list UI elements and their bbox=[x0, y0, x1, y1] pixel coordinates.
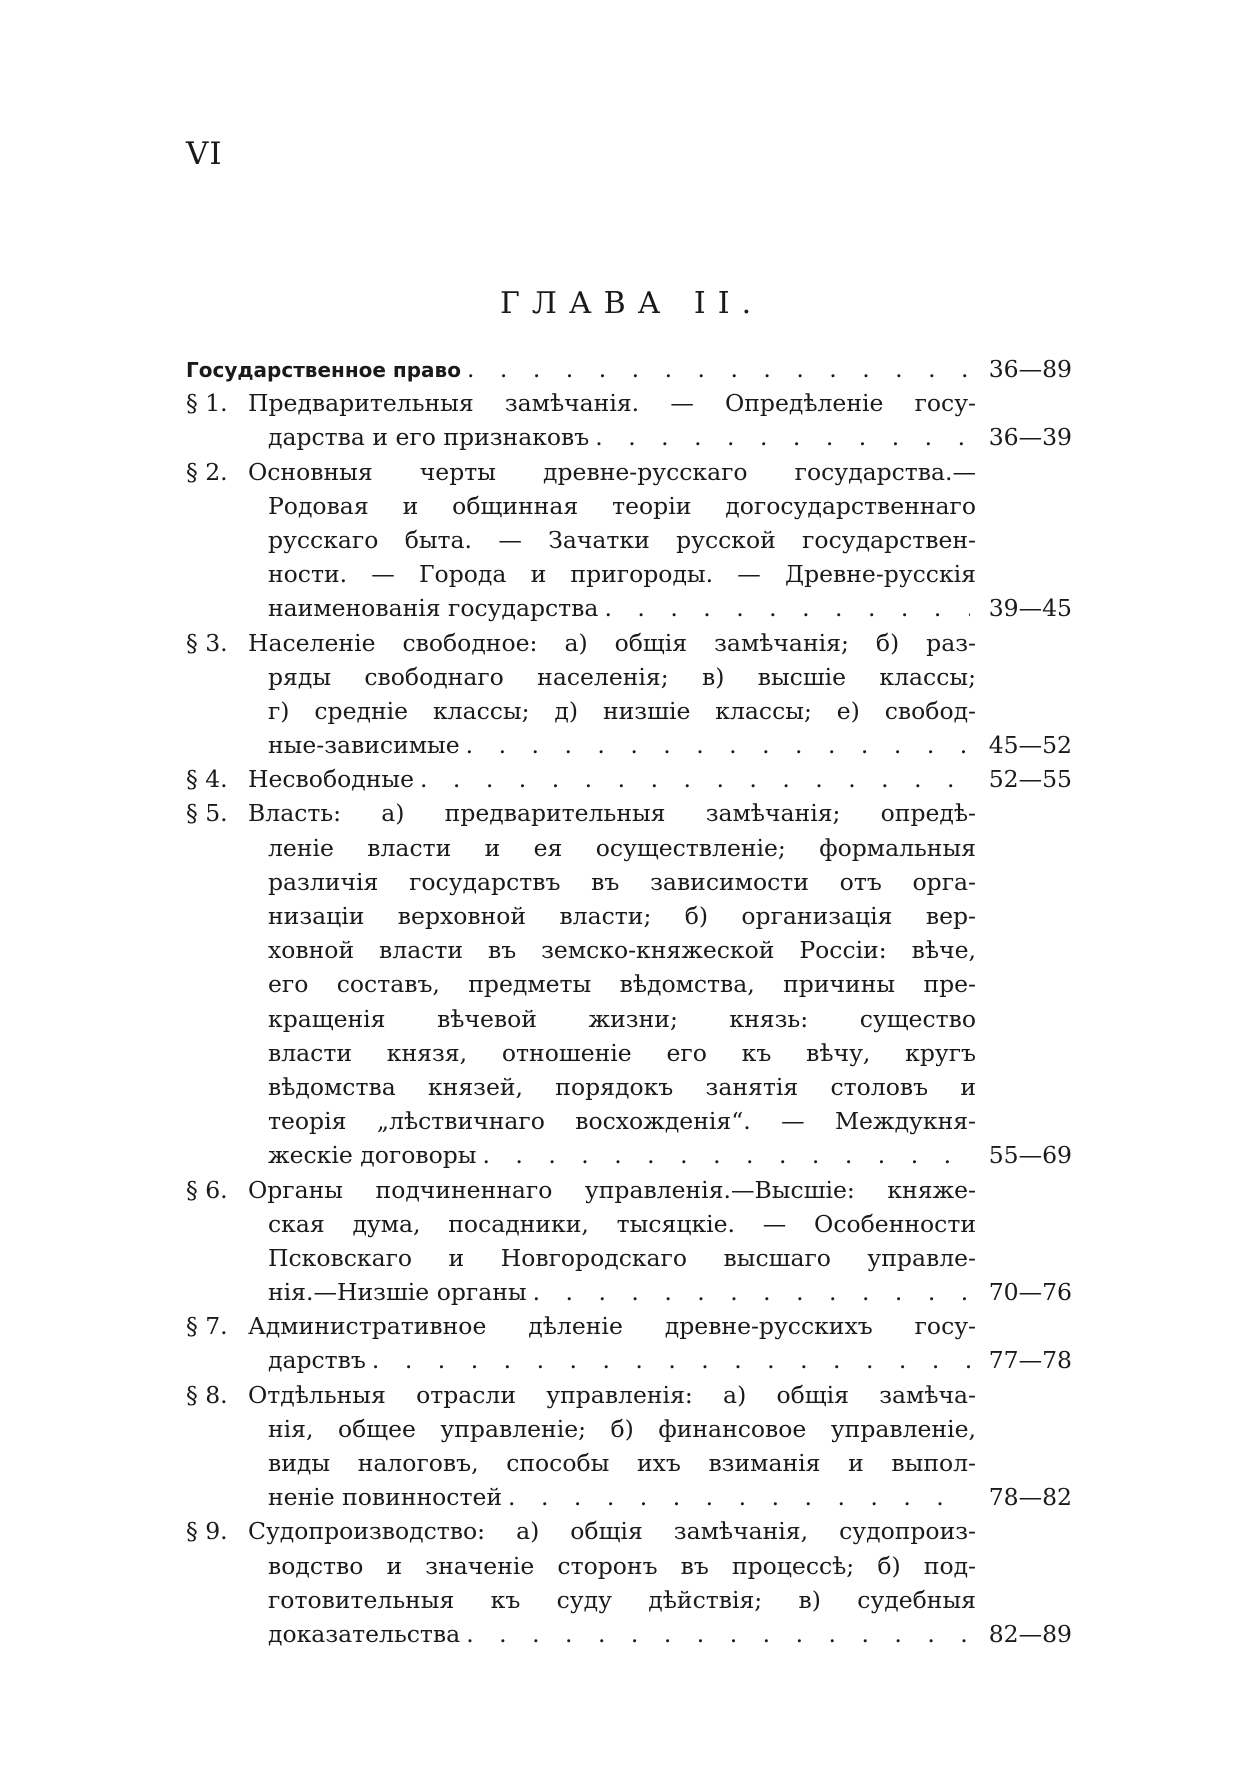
toc-text: дарствъ bbox=[268, 1346, 366, 1375]
toc-text: Отдѣльныя отрасли управленія: а) общія замѣча- bbox=[248, 1380, 976, 1409]
toc-line bbox=[186, 967, 1072, 1001]
toc-text: низаціи верховной власти; б) организація вер- bbox=[268, 902, 976, 930]
toc-paragraph-number: § 5. bbox=[186, 799, 228, 828]
toc-line bbox=[186, 762, 1072, 796]
toc-text: теорія „лѣствичнаго восхожденія“. — Междукня- bbox=[268, 1107, 976, 1136]
toc-line bbox=[186, 1070, 1072, 1104]
toc-pages: 39—45 bbox=[988, 594, 1072, 623]
toc-text: его составъ, предметы вѣдомства, причины пре- bbox=[268, 970, 976, 999]
toc-pages: 70—76 bbox=[988, 1278, 1072, 1307]
toc-text: г) средніе классы; д) низшіе классы; е) свобод- bbox=[268, 696, 976, 725]
toc-line bbox=[186, 1549, 1072, 1583]
toc-text: ные-зависимые bbox=[268, 731, 460, 760]
toc-line bbox=[186, 1343, 1072, 1377]
toc-line bbox=[186, 933, 1072, 967]
toc-line bbox=[186, 1241, 1072, 1275]
toc-line bbox=[186, 1173, 1072, 1207]
dot-leader bbox=[420, 762, 970, 796]
toc-text: Населеніе свободное: а) общія замѣчанія; б) раз- bbox=[248, 628, 976, 657]
toc-line bbox=[186, 1138, 1072, 1172]
toc-pages: 45—52 bbox=[988, 731, 1072, 760]
toc-line bbox=[186, 489, 1072, 523]
toc-text: нія, общее управленіе; б) финансовое управленіе, bbox=[268, 1414, 976, 1443]
toc-line bbox=[186, 557, 1072, 591]
page-number: VI bbox=[186, 136, 223, 172]
toc-line bbox=[186, 1036, 1072, 1070]
toc-text: виды налоговъ, способы ихъ взиманія и выпол- bbox=[268, 1449, 976, 1477]
dot-leader bbox=[372, 1343, 970, 1377]
toc-text: различія государствъ въ зависимости отъ орга- bbox=[268, 867, 976, 896]
toc-text: водство и значеніе сторонъ въ процессѣ; б) под- bbox=[268, 1551, 976, 1580]
toc-paragraph-number: § 7. bbox=[186, 1312, 228, 1341]
dot-leader bbox=[466, 1617, 970, 1651]
toc-line bbox=[186, 831, 1072, 865]
toc-text: ская дума, посадники, тысяцкіе. — Особенности bbox=[268, 1209, 976, 1238]
toc-text: Органы подчиненнаго управленія.—Высшіе: княже- bbox=[248, 1175, 976, 1204]
toc-text: Родовая и общинная теоріи догосударственнаго bbox=[268, 491, 976, 520]
toc-line bbox=[186, 1378, 1072, 1412]
toc-line bbox=[186, 1275, 1072, 1309]
toc-line bbox=[186, 523, 1072, 557]
toc-line bbox=[186, 1446, 1072, 1480]
dot-leader bbox=[595, 420, 970, 454]
toc-paragraph-number: § 6. bbox=[186, 1175, 228, 1204]
toc-pages: 82—89 bbox=[988, 1619, 1072, 1648]
toc-text: Несвободные bbox=[248, 765, 414, 794]
toc-text: Предварительныя замѣчанія. — Опредѣленіе госу- bbox=[248, 389, 976, 418]
toc-text: Административное дѣленіе древне-русскихъ госу- bbox=[248, 1312, 976, 1341]
toc-paragraph-number: § 3. bbox=[186, 628, 228, 657]
dot-leader bbox=[482, 1138, 970, 1172]
dot-leader bbox=[533, 1275, 970, 1309]
toc-text: доказательства bbox=[268, 1619, 461, 1648]
toc-line bbox=[186, 1583, 1072, 1617]
toc-paragraph-number: § 8. bbox=[186, 1380, 228, 1409]
toc-line bbox=[186, 1480, 1072, 1514]
toc-pages: 36—39 bbox=[988, 423, 1072, 452]
toc-text: Власть: а) предварительныя замѣчанія; опредѣ- bbox=[248, 799, 976, 828]
toc-line bbox=[186, 660, 1072, 694]
toc-pages: 77—78 bbox=[988, 1346, 1072, 1375]
toc-entry-state-law bbox=[186, 352, 1072, 386]
toc-line bbox=[186, 455, 1072, 489]
toc-paragraph-number: § 4. bbox=[186, 765, 228, 794]
toc-line bbox=[186, 728, 1072, 762]
toc-text: ряды свободнаго населенія; в) высшіе классы; bbox=[268, 662, 976, 691]
toc-line bbox=[186, 865, 1072, 899]
toc-line bbox=[186, 694, 1072, 728]
toc-pages: 52—55 bbox=[988, 765, 1072, 794]
toc-line bbox=[186, 899, 1072, 933]
chapter-heading: ГЛАВА II. bbox=[500, 286, 764, 321]
toc-line bbox=[186, 591, 1072, 625]
toc-text: вѣдомства князей, порядокъ занятія столовъ и bbox=[268, 1072, 976, 1101]
toc-line bbox=[186, 796, 1072, 830]
toc-paragraph-number: § 2. bbox=[186, 457, 228, 486]
toc-text: дарства и его признаковъ bbox=[268, 423, 590, 452]
dot-leader bbox=[467, 352, 970, 386]
toc-section-title: Государственное право bbox=[186, 358, 461, 382]
toc-line bbox=[186, 420, 1072, 454]
toc-pages: 55—69 bbox=[988, 1141, 1072, 1170]
toc-paragraph-number: § 1. bbox=[186, 389, 228, 418]
toc-text: кращенія вѣчевой жизни; князь: существо bbox=[268, 1004, 976, 1033]
dot-leader bbox=[466, 728, 970, 762]
toc-line bbox=[186, 1002, 1072, 1036]
toc-paragraph-number: § 9. bbox=[186, 1517, 228, 1546]
toc-pages: 36—89 bbox=[988, 355, 1072, 383]
toc-pages: 78—82 bbox=[988, 1483, 1072, 1512]
toc-text: нія.—Низшіе органы bbox=[268, 1278, 527, 1307]
dot-leader bbox=[508, 1480, 970, 1514]
table-of-contents bbox=[186, 352, 1072, 1651]
toc-text: власти князя, отношеніе его къ вѣчу, кругъ bbox=[268, 1038, 976, 1067]
toc-line bbox=[186, 1309, 1072, 1343]
toc-line bbox=[186, 1514, 1072, 1548]
toc-text: леніе власти и ея осуществленіе; формальныя bbox=[268, 833, 976, 862]
toc-text: Псковскаго и Новгородскаго высшаго управле- bbox=[268, 1243, 976, 1272]
toc-line bbox=[186, 1617, 1072, 1651]
toc-text: Судопроизводство: а) общія замѣчанія, судопроиз- bbox=[248, 1517, 976, 1546]
toc-line bbox=[186, 1412, 1072, 1446]
toc-text: готовительныя къ суду дѣйствія; в) судебныя bbox=[268, 1585, 976, 1614]
toc-text: русскаго быта. — Зачатки русской государствен- bbox=[268, 525, 976, 554]
toc-text: Основныя черты древне-русскаго государства.— bbox=[248, 457, 976, 486]
toc-line bbox=[186, 386, 1072, 420]
dot-leader bbox=[604, 591, 970, 625]
toc-line bbox=[186, 626, 1072, 660]
toc-text: ховной власти въ земско-княжеской Россіи: вѣче, bbox=[268, 936, 976, 965]
toc-text: неніе повинностей bbox=[268, 1483, 503, 1512]
toc-text: ности. — Города и пригороды. — Древне-русскія bbox=[268, 560, 976, 589]
toc-line bbox=[186, 1207, 1072, 1241]
toc-text: наименованія государства bbox=[268, 594, 599, 623]
toc-line bbox=[186, 1104, 1072, 1138]
toc-text: жескіе договоры bbox=[268, 1141, 477, 1170]
